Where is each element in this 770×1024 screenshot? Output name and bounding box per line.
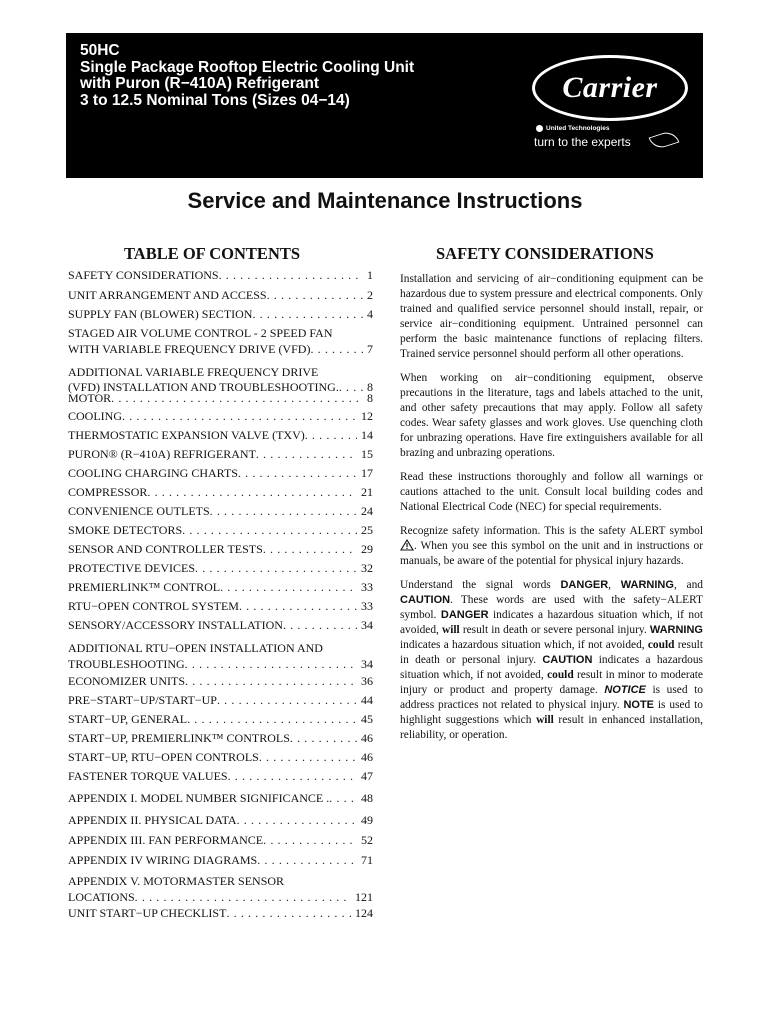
toc-page-number: 21 [361, 485, 373, 499]
toc-leader-dots [135, 890, 351, 904]
toc-leader-dots [220, 580, 357, 594]
toc-page-number: 33 [361, 580, 373, 594]
logo-oval [532, 55, 688, 121]
toc-leader-dots [305, 428, 357, 442]
text-run: result in minor to moderate injury or product and property damage. [400, 669, 703, 696]
toc-entry-title: CONVENIENCE OUTLETS [68, 504, 210, 518]
toc-entry-title: START−UP, RTU−OPEN CONTROLS [68, 750, 259, 764]
toc-entry-title: THERMOSTATIC EXPANSION VALVE (TXV) [68, 428, 305, 442]
toc-entry-title: PREMIERLINK™ CONTROL [68, 580, 221, 594]
refrigerant-line: with Puron (R−410A) Refrigerant [80, 75, 319, 92]
toc-heading: TABLE OF CONTENTS [124, 244, 301, 263]
toc-page-number: 46 [361, 731, 373, 745]
toc-leader-dots [239, 599, 357, 613]
signal-word: NOTICE [604, 684, 646, 696]
text-run: result in death or personal injury. [400, 639, 704, 666]
toc-leader-dots [256, 447, 357, 461]
toc-entry-title: UNIT ARRANGEMENT AND ACCESS [68, 287, 267, 302]
safety-paragraph-4 [400, 524, 703, 569]
toc-entry-title: APPENDIX III. FAN PERFORMANCE [68, 833, 264, 847]
toc-entry-title: SUPPLY FAN (BLOWER) SECTION [68, 306, 253, 321]
toc-entry-title: SENSORY/ACCESSORY INSTALLATION [68, 618, 283, 632]
toc-entry-title: SMOKE DETECTORS [68, 523, 183, 537]
text-run: indicates a hazardous situation which, if not avoided, [400, 609, 703, 636]
signal-word: DANGER [560, 579, 609, 591]
toc-leader-dots [329, 791, 357, 805]
toc-page-number: 48 [361, 791, 373, 805]
toc-page-number: 49 [361, 813, 373, 827]
toc-leader-dots [187, 712, 357, 726]
toc-page-number: 121 [355, 889, 373, 904]
toc-entry-title: ADDITIONAL RTU−OPEN INSTALLATION AND [68, 641, 323, 655]
toc-page-number: 4 [367, 306, 373, 321]
model-number: 50HC [80, 42, 120, 59]
text-run: indicates a hazardous situation which, if not avoided, [400, 654, 703, 681]
signal-word: could [547, 669, 574, 681]
toc-leader-dots [267, 288, 363, 302]
text-run: indicates a hazardous situation which, if not avoided, [400, 639, 648, 651]
toc-page-number: 2 [367, 287, 373, 302]
toc-leader-dots [263, 542, 357, 556]
toc-leader-dots [185, 657, 357, 671]
toc-page-number: 124 [355, 906, 373, 920]
toc-leader-dots [219, 268, 363, 282]
toc-entry-title: COOLING CHARGING CHARTS [68, 466, 238, 480]
toc-page-number: 46 [361, 750, 373, 764]
safety-considerations-section [400, 272, 703, 752]
toc-page-number: 45 [361, 712, 373, 726]
toc-entry-title: (VFD) INSTALLATION AND TROUBLESHOOTING. [68, 380, 339, 394]
safety-paragraph-2: When working on air−conditioning equipment, observe precautions in the literature, tags and labels attached to the unit, and other safety precautions that may apply. Follow all safety codes. Wear safety glasses and work gloves. Use quenching cloth for unbrazing operations. Have fire extinguishers available for all brazing and unbrazing operations. [400, 372, 703, 459]
toc-page-number: 29 [361, 542, 373, 556]
toc-leader-dots [310, 342, 363, 356]
toc-entry-title: START−UP, PREMIERLINK™ CONTROLS [68, 731, 290, 745]
toc-page-number: 32 [361, 561, 373, 575]
toc-page-number: 47 [361, 769, 373, 783]
document-title: Service and Maintenance Instructions [187, 188, 583, 213]
carrier-logo [532, 53, 690, 165]
alert-text-a: Recognize safety information. This is the safety ALERT symbol [400, 525, 703, 537]
toc-entry-title: COOLING [68, 409, 122, 423]
toc-leader-dots [252, 307, 363, 321]
toc-entry-title: COMPRESSOR [68, 485, 148, 499]
toc-entry-title: ECONOMIZER UNITS [68, 674, 185, 688]
toc-entry-title: PRE−START−UP/START−UP [68, 693, 217, 707]
toc-page-number: 34 [361, 618, 373, 632]
parent-company-label: United Technologies [546, 125, 610, 132]
toc-leader-dots [182, 523, 357, 537]
product-title-block [80, 43, 414, 109]
signal-word: will [442, 624, 460, 636]
toc-entry-title: PURON® (R−410A) REFRIGERANT [68, 447, 256, 461]
toc-page-number: 17 [361, 466, 373, 480]
cover-header-banner [66, 33, 703, 178]
signal-word: WARNING [649, 624, 703, 636]
text-run: . These words are used with the safety−ALERT symbol. [400, 594, 703, 621]
toc-entry-title: SENSOR AND CONTROLLER TESTS [68, 542, 263, 556]
toc-page-number: 71 [361, 853, 373, 867]
toc-entry-title: TROUBLESHOOTING [68, 656, 185, 671]
text-run: , [608, 579, 621, 591]
toc-leader-dots [237, 813, 357, 827]
toc-entry-title: SAFETY CONSIDERATIONS [68, 268, 219, 282]
signal-word: could [647, 639, 675, 651]
toc-page-number: 8 [367, 380, 373, 394]
toc-leader-dots [290, 731, 357, 745]
toc-entry-title: APPENDIX V. MOTORMASTER SENSOR [68, 874, 285, 888]
toc-entry-title: PROTECTIVE DEVICES [68, 561, 195, 575]
text-run: is used to highlight suggestions which [400, 699, 703, 726]
toc-entry-title: RTU−OPEN CONTROL SYSTEM [68, 599, 239, 613]
signal-word: DANGER [440, 609, 489, 621]
toc-leader-dots [257, 853, 357, 867]
toc-page-number: 36 [361, 674, 373, 688]
toc-leader-dots [238, 466, 357, 480]
safety-paragraph-5 [400, 578, 703, 743]
toc-page-number: 14 [361, 428, 373, 442]
toc-entry-title: START−UP, GENERAL [68, 712, 188, 726]
toc-page-number: 25 [361, 523, 373, 537]
logo-wordmark: Carrier [562, 71, 658, 104]
signal-word: CAUTION [542, 654, 593, 666]
capacity-line: 3 to 12.5 Nominal Tons (Sizes 04−14) [80, 91, 350, 109]
toc-entry-title: APPENDIX II. PHYSICAL DATA [68, 813, 237, 827]
text-run: Understand the signal words [400, 579, 561, 591]
signal-word: CAUTION [400, 594, 451, 606]
toc-page-number: 12 [361, 409, 373, 423]
toc-leader-dots [228, 769, 357, 783]
toc-leader-dots [283, 618, 357, 632]
safety-paragraph-1: Installation and servicing of air−conditioning equipment can be hazardous due to system pressure and electrical components. Only trained and qualified service personnel should install, repair, or service air−conditioning equipment. Untrained personnel can perform the basic maintenance functions of replacing filters. Trained service personnel should perform all other operations. [400, 273, 703, 360]
text-run: , and [673, 579, 703, 591]
toc-page-number: 1 [367, 268, 373, 282]
leaf-icon [649, 129, 680, 151]
toc-leader-dots [226, 906, 351, 920]
parent-company [536, 125, 609, 132]
toc-leader-dots [185, 674, 357, 688]
toc-entry-title: APPENDIX IV WIRING DIAGRAMS [68, 853, 258, 867]
toc-page-number: 33 [361, 599, 373, 613]
toc-leader-dots [259, 750, 357, 764]
toc-entry-title: ADDITIONAL VARIABLE FREQUENCY DRIVE [68, 364, 319, 379]
product-name: Single Package Rooftop Electric Cooling Unit [80, 58, 415, 76]
safety-heading: SAFETY CONSIDERATIONS [436, 244, 654, 263]
signal-word: NOTE [623, 699, 655, 711]
toc-leader-dots [195, 561, 357, 575]
toc-leader-dots [147, 485, 357, 499]
toc-leader-dots [122, 409, 357, 423]
text-run: result in death or severe personal injury. [459, 624, 650, 636]
toc-entry-title: STAGED AIR VOLUME CONTROL - 2 SPEED FAN [68, 326, 333, 340]
toc-leader-dots [263, 833, 357, 847]
toc-page-number: 8 [367, 390, 373, 405]
toc-entry-title: FASTENER TORQUE VALUES [68, 769, 228, 783]
toc-entry-title: MOTOR [68, 390, 112, 405]
toc-entry-title: LOCATIONS [68, 889, 135, 904]
toc-entry-title: UNIT START−UP CHECKLIST [68, 906, 227, 920]
toc-leader-dots [217, 693, 357, 707]
united-technologies-icon [536, 125, 543, 132]
toc-leader-dots [210, 504, 357, 518]
toc-entry-title: WITH VARIABLE FREQUENCY DRIVE (VFD) [68, 341, 311, 356]
toc-page-number: 24 [361, 504, 373, 518]
toc-entry-title: APPENDIX I. MODEL NUMBER SIGNIFICANCE . [68, 791, 330, 805]
logo-tagline: turn to the experts [534, 135, 631, 149]
text-run: result in enhanced installation, reliability, or operation. [400, 714, 703, 741]
toc-page-number: 15 [361, 447, 373, 461]
toc-page-number: 34 [361, 656, 373, 671]
signal-word: will [536, 714, 554, 726]
alert-text-b: . When you see this symbol on the unit and in instructions or manuals, be aware of the potential for physical injury hazards. [400, 540, 703, 567]
toc-page-number: 52 [361, 833, 373, 847]
toc-leader-dots [111, 391, 363, 405]
safety-alert-icon [400, 539, 414, 551]
text-run: is used to address practices not related to physical injury. [400, 684, 703, 711]
toc-page-number: 7 [367, 341, 373, 356]
signal-word: WARNING [620, 579, 674, 591]
safety-paragraph-3: Read these instructions thoroughly and follow all warnings or cautions attached to the unit. Consult local building codes and National Electrical Code (NEC) for special requirements. [400, 471, 703, 513]
toc-page-number: 44 [361, 693, 373, 707]
